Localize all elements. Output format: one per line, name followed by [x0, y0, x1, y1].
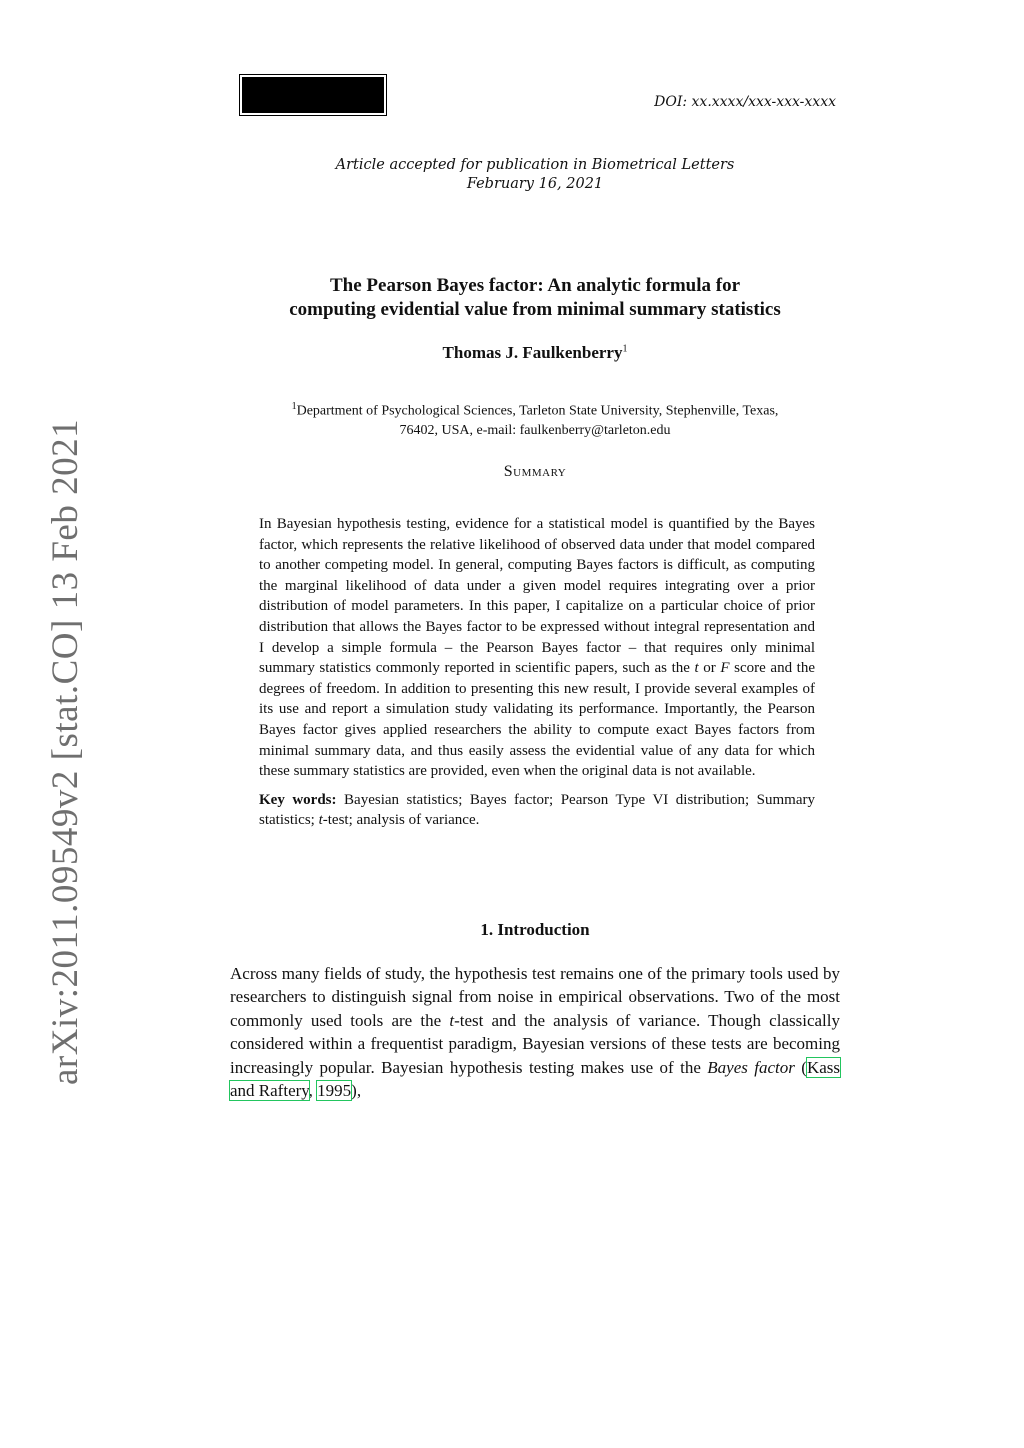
author-affil-mark: 1 — [622, 343, 628, 355]
doi-label: DOI: xx.xxxx/xxx-xxx-xxxx — [654, 94, 836, 110]
cite-sep: , — [308, 1081, 318, 1101]
abstract-text-2: score and the degrees of freedom. In addition to presenting this new result, I provide several examples of its use and report a simulation study validating its performance. Importantly, the Pearson Bayes factor gives applied researchers the ability to compute exact Bayes factors from minimal summary data, and thus easily assess the evidential value of any data for which these summary statistics are provided, even when the original data is not available. — [259, 660, 815, 780]
acceptance-date: February 16, 2021 — [466, 176, 604, 192]
abstract-var-t: t — [694, 660, 699, 677]
citation-link-authors[interactable]: Kass and Raftery — [230, 1057, 840, 1101]
acceptance-journal: Article accepted for publication in Biometrical Letters — [335, 157, 735, 173]
acceptance-note — [230, 156, 840, 194]
title-line-1: The Pearson Bayes factor: An analytic formula for — [329, 275, 741, 296]
abstract-or: or — [698, 660, 721, 677]
affiliation — [230, 397, 840, 440]
abstract-text-1: In Bayesian hypothesis testing, evidence for a statistical model is quantified by the Bayes factor, which represents the relative likelihood of observed data under that model compared to another competing model. In general, computing Bayes factors is difficult, as computing the marginal likelihood of data under a given model requires integrating over a prior distribution of model parameters. In this paper, I capitalize on a particular choice of prior distribution that allows the Bayes factor to be expressed without integral representation and I develop a simple formula – the Pearson Bayes factor – that requires only minimal summary statistics commonly reported in scientific papers, such as the — [259, 516, 815, 677]
keywords-text-a: Bayesian statistics; Bayes factor; Pearson Type VI distribution; Summary statistics; — [259, 791, 815, 829]
paper-title — [205, 274, 865, 322]
intro-text-a: Across many fields of study, the hypothesis test remains one of the primary tools used by researchers to distinguish signal from noise in empirical observations. Two of the most commonly used tools are the — [230, 964, 840, 1030]
intro-bayes-factor: Bayes factor — [707, 1057, 795, 1077]
section-heading-introduction: 1. Introduction — [480, 920, 590, 939]
keywords-text-b: -test; analysis of variance. — [322, 812, 480, 829]
citation-link-year[interactable]: 1995 — [317, 1081, 352, 1101]
author-name: Thomas J. Faulkenberry — [442, 343, 623, 362]
keywords-label: Key words: — [259, 791, 337, 808]
title-line-2: computing evidential value from minimal summary statistics — [289, 299, 781, 320]
intro-text-b: -test and the analysis of variance. Though classically considered within a frequentist paradigm, Bayesian versions of these tests are becoming increasingly popular. Bayesian hypothesis testing makes use of the — [230, 1010, 840, 1077]
keywords-var-t: t — [318, 812, 323, 829]
abstract — [259, 514, 815, 831]
cite-paren-close: ), — [351, 1081, 362, 1101]
intro-paragraph — [230, 962, 840, 1102]
affil-mark: 1 — [291, 401, 297, 412]
abstract-paragraph — [259, 514, 815, 782]
summary-heading: Summary — [503, 463, 567, 480]
cite-paren-open: ( — [794, 1057, 807, 1077]
arxiv-identifier: arXiv:2011.09549v2 [stat.CO] 13 Feb 2021 — [45, 418, 86, 1085]
introduction-body — [230, 962, 840, 1102]
affil-line-2: 76402, USA, e-mail: faulkenberry@tarleton.edu — [399, 422, 671, 438]
abstract-var-f: F — [720, 660, 730, 677]
affil-line-1: Department of Psychological Sciences, Tarleton State University, Stephenville, Texas, — [296, 403, 779, 419]
keywords — [259, 790, 815, 831]
author-line — [230, 343, 840, 363]
journal-logo-box — [243, 78, 383, 112]
intro-var-t: t — [449, 1010, 455, 1030]
